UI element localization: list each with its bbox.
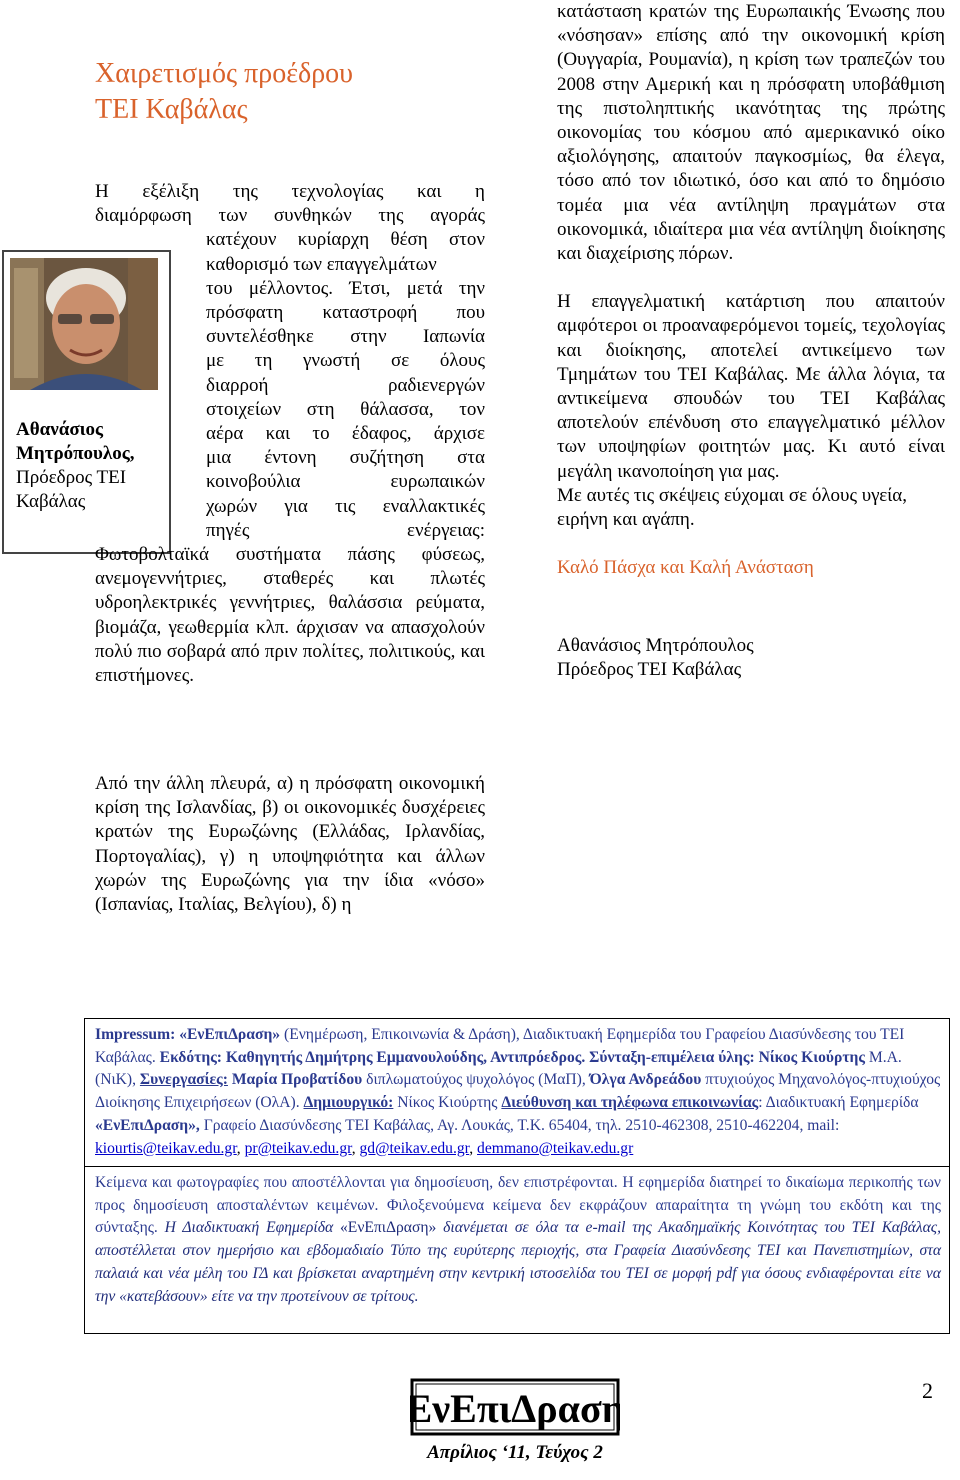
disclaimer-italic-body: διανέμεται σε όλα τα e-mail της Ακαδημαϊκής Κοινότητας του ΤΕΙ Καβάλας, αποστέλλεται στον ημερήσιο και εβδομαδιαίο Τύπο της ευρύτερης περιοχής, στα Γραφεία Διασύνδεσης ΤΕΙ και Πανεπιστημίων, στα παλαιά και νέα μέλη του ΓΔ και βρίσκεται αναρτημένη στην κεντρική ιστοσελίδα του ΤΕΙ σε μορφή pdf για όσους ενδιαφέρονται είτε να την «κατεβάσουν» είτε να την προτείνουν σε τρίτους. [95,1219,942,1305]
publisher-label: Εκδότης: [159,1048,222,1066]
text-line: πρόσφατη καταστροφή που [206,302,485,324]
disclaimer-paper-name: «ΕνΕπιΔραση» [340,1219,437,1237]
right-paragraph-1: κατάσταση κρατών της Ευρωπαικής Ένωσης που «νόσησαν» επίσης από την οικονομική κρίση (Ουγγαρία, Ρουμανία), η κρίση των τραπεζών του 2008 στην Αμερική και η πρόσφατη υποβάθμιση της πιστοληπτικής ικανότητας της πρώτης οικονομίας του κόσμου από αμερικανικό οίκο αξιολόγησης, απαιτούν παγκοσμίως, θα έλεγα, τόσο από τον ιδιωτικό, όσο και από το δημόσιο τομέα μια νέα αντίληψη πραγμάτων στα οικονομικά, ιδιαίτερα μια νέα αντίληψη διοίκησης και διαχείρισης πόρων. [557,1,945,265]
signature-name: Αθανάσιος Μητρόπουλος [557,635,754,657]
easter-greeting: Καλό Πάσχα και Καλή Ανάσταση [557,557,814,579]
collaborator-2-name: Όλγα Ανδρεάδου [589,1071,702,1089]
impressum-text: Impressum: «ΕνΕπιΔραση» (Ενημέρωση, Επικοινωνία & Δράση), Διαδικτυακή Εφημερίδα του Γραφείου Διασύνδεσης του ΤΕΙ Καβάλας. Εκδότης: Καθηγητής Δημήτρης Εμμανουλούδης, Αντιπρόεδρος. Σύνταξη-επιμέλεια ύλης: Νίκος Κιούρτης Μ.Α. (ΝιΚ), Συνεργασίες: Μαρία Προβατίδου διπλωματούχος ψυχολόγος (ΜαΠ), Όλγα Ανδρεάδου πτυχιούχος Μηχανολόγος-πτυχιούχος Διοίκησης Επιχειρήσεων (ΟλΑ). Δημιουργικό: Νίκος Κιούρτης Διεύθυνση και τηλέφωνα επικοινωνίας: Διαδικτυακή Εφημερίδα «ΕνΕπιΔραση», Γραφείο Διασύνδεσης ΤΕΙ Καβάλας, Αγ. Λουκάς, Τ.Κ. 65404, τηλ. 2510-462308, 2510-462204, mail: kiourtis@teikav.edu.gr, pr@teikav.edu.gr, gd@teikav.edu.gr, demmano@teikav.edu.gr [95,1026,941,1157]
caption-role: Πρόεδρος ΤΕΙ [16,467,127,488]
disclaimer-text [95,1172,941,1308]
text-line: πηγές ενέργειας: [206,519,485,541]
text-line: με τη γνωστή σε όλους [206,350,485,372]
designer-name: Νίκος Κιούρτης [397,1094,498,1112]
caption-institution: Καβάλας [16,491,86,512]
text-line: στοιχείων στη θάλασσα, τον [206,398,485,420]
editor-name: Νίκος Κιούρτης [758,1048,865,1066]
left-paragraph-2 [95,772,485,917]
signature-role: Πρόεδρος ΤΕΙ Καβάλας [557,659,742,681]
logo-text: ΕνΕπιΔραση [410,1386,620,1431]
right-column [557,0,945,683]
text-line: Η εξέλιξη της τεχνολογίας και η [95,181,485,202]
collaborator-1-description: διπλωματούχος ψυχολόγος (ΜαΠ), [366,1071,586,1089]
collaborations-label: Συνεργασίες: [139,1071,228,1089]
caption-name-last: Μητρόπουλος, [16,443,135,464]
text-line: κατέχουν κυρίαρχη θέση στον [206,229,485,251]
right-paragraph-3: Με αυτές τις σκέψεις εύχομαι σε όλους υγεία, ειρήνη και αγάπη. [557,484,907,531]
editor-description: Μ.Α. (ΝιΚ), [95,1048,902,1089]
text-line: του μέλλοντος. Έτσι, μετά την [206,277,485,299]
designer-label: Δημιουργικό: [303,1094,394,1112]
text-line: αέρα και το έδαφος, άρχισε [206,423,485,445]
impressum-box [84,1018,950,1166]
page-number: 2 [922,1378,933,1403]
paper-name: «ΕνΕπιΔραση» [179,1026,281,1043]
address-intro: : Διαδικτυακή Εφημερίδα [758,1094,919,1112]
text-line: συντελέσθηκε στην Ιαπωνία [206,326,485,348]
left-paragraph-1 [95,180,485,688]
issue-label: Απρίλιος ‘11, Τεύχος 2 [427,1442,603,1463]
publisher-name: Καθηγητής Δημήτρης Εμμανουλούδης, Αντιπρόεδρος. [225,1048,586,1066]
publication-logo [410,1378,620,1436]
paragraph-continuation: Φωτοβολταϊκά συστήματα πάσης φύσεως, ανεμογεννήτριες, σταθερές και πλωτές υδροηλεκτρικές γεννήτριες, θαλάσσια ρεύματα, βιομάζα, γεωθερμία κλπ. άρχισαν να απασχολούν πολύ πιο σοβαρά από πριν πολίτες, πολιτικούς, και επιστήμονες. [95,544,485,687]
impressum-label: Impressum: [95,1026,176,1043]
title-line-1: Χαιρετισμός προέδρου [95,58,354,89]
paragraph: Από την άλλη πλευρά, α) η πρόσφατη οικονομική κρίση της Ισλανδίας, β) οι οικονομικές δυσχέρειες κρατών της Ευρωζώνης (Ελλάδας, Ιρλανδίας, Πορτογαλίας), γ) η υποψηφιότητα και άλλων χωρών της Ευρωζώνης για την ίδια «νόσο» (Ισπανίας, Ιταλίας, Βελγίου), δ) η [95,773,485,916]
disclaimer-box [84,1166,950,1334]
collaborator-2-description: πτυχιούχος Μηχανολόγος-πτυχιούχος Διοίκησης Επιχειρήσεων (ΟλΑ). [95,1071,941,1112]
collaborator-1-name: Μαρία Προβατίδου [231,1071,363,1089]
article-title [95,56,415,128]
text-line: μια έντονη συζήτηση στα [206,447,485,469]
email-link[interactable]: kiourtis@teikav.edu.gr [95,1139,237,1157]
address-label: Διεύθυνση και τηλέφωνα επικοινωνίας [501,1094,759,1112]
text-line: κοινοβούλια ευρωπαικών [206,471,485,493]
text-line: διαμόρφωση των συνθηκών της αγοράς [95,205,485,227]
text-line: χωρών για τις εναλλακτικές [206,495,485,517]
email-link[interactable]: demmano@teikav.edu.gr [477,1139,634,1157]
email-link[interactable]: pr@teikav.edu.gr [244,1139,352,1157]
title-line-2: ΤΕΙ Καβάλας [95,94,248,125]
address-paper-name: «ΕνΕπιΔραση», [95,1116,200,1134]
disclaimer-plain: Κείμενα και φωτογραφίες που αποστέλλονται για δημοσίευση, δεν επιστρέφονται. Η εφημερίδα διατηρεί το δικαίωμα περικοπής των προς δημοσίευση αποσταλέντων κειμένων. Φιλοξενούμενα κείμενα δεν εκφράζουν απαραίτητα τη γνώμη του εκδότη και της σύνταξης. [95,1174,941,1237]
disclaimer-italic-intro: Η Διαδικτυακή Εφημερίδα [164,1219,334,1237]
editor-label: Σύνταξη-επιμέλεια ύλης: [589,1048,755,1066]
logo-graphic [410,1378,620,1436]
text-line: διαρροή ραδιενεργών [206,374,485,396]
right-paragraph-2: Η επαγγελματική κατάρτιση που απαιτούν αμφότεροι οι προαναφερόμενοι τομείς, τεχολογίας και διοίκησης, αποτελεί αντικείμενο των Τμημάτων του ΤΕΙ Καβάλας. Με άλλα λόγια, τα αντικείμενα σπουδών του ΤΕΙ Καβάλας αποτελούν επένδυση στο επαγγελματικό μέλλον των υποψηφίων φοιτητών μας. Κι αυτό είναι μεγάλη ικανοποίηση για μας. [557,291,945,482]
caption-name-first: Αθανάσιος [16,419,104,440]
paper-description: (Ενημέρωση, Επικοινωνία & Δράση), Διαδικτυακή Εφημερίδα του Γραφείου Διασύνδεσης του ΤΕΙ Καβάλας. [95,1026,905,1066]
address-text: Γραφείο Διασύνδεσης ΤΕΙ Καβάλας, Αγ. Λουκάς, Τ.Κ. 65404, τηλ. 2510-462308, 2510-462204, mail: [203,1116,840,1134]
email-link[interactable]: gd@teikav.edu.gr [359,1139,470,1157]
text-line: καθορισμό των επαγγελμάτων [206,253,437,275]
